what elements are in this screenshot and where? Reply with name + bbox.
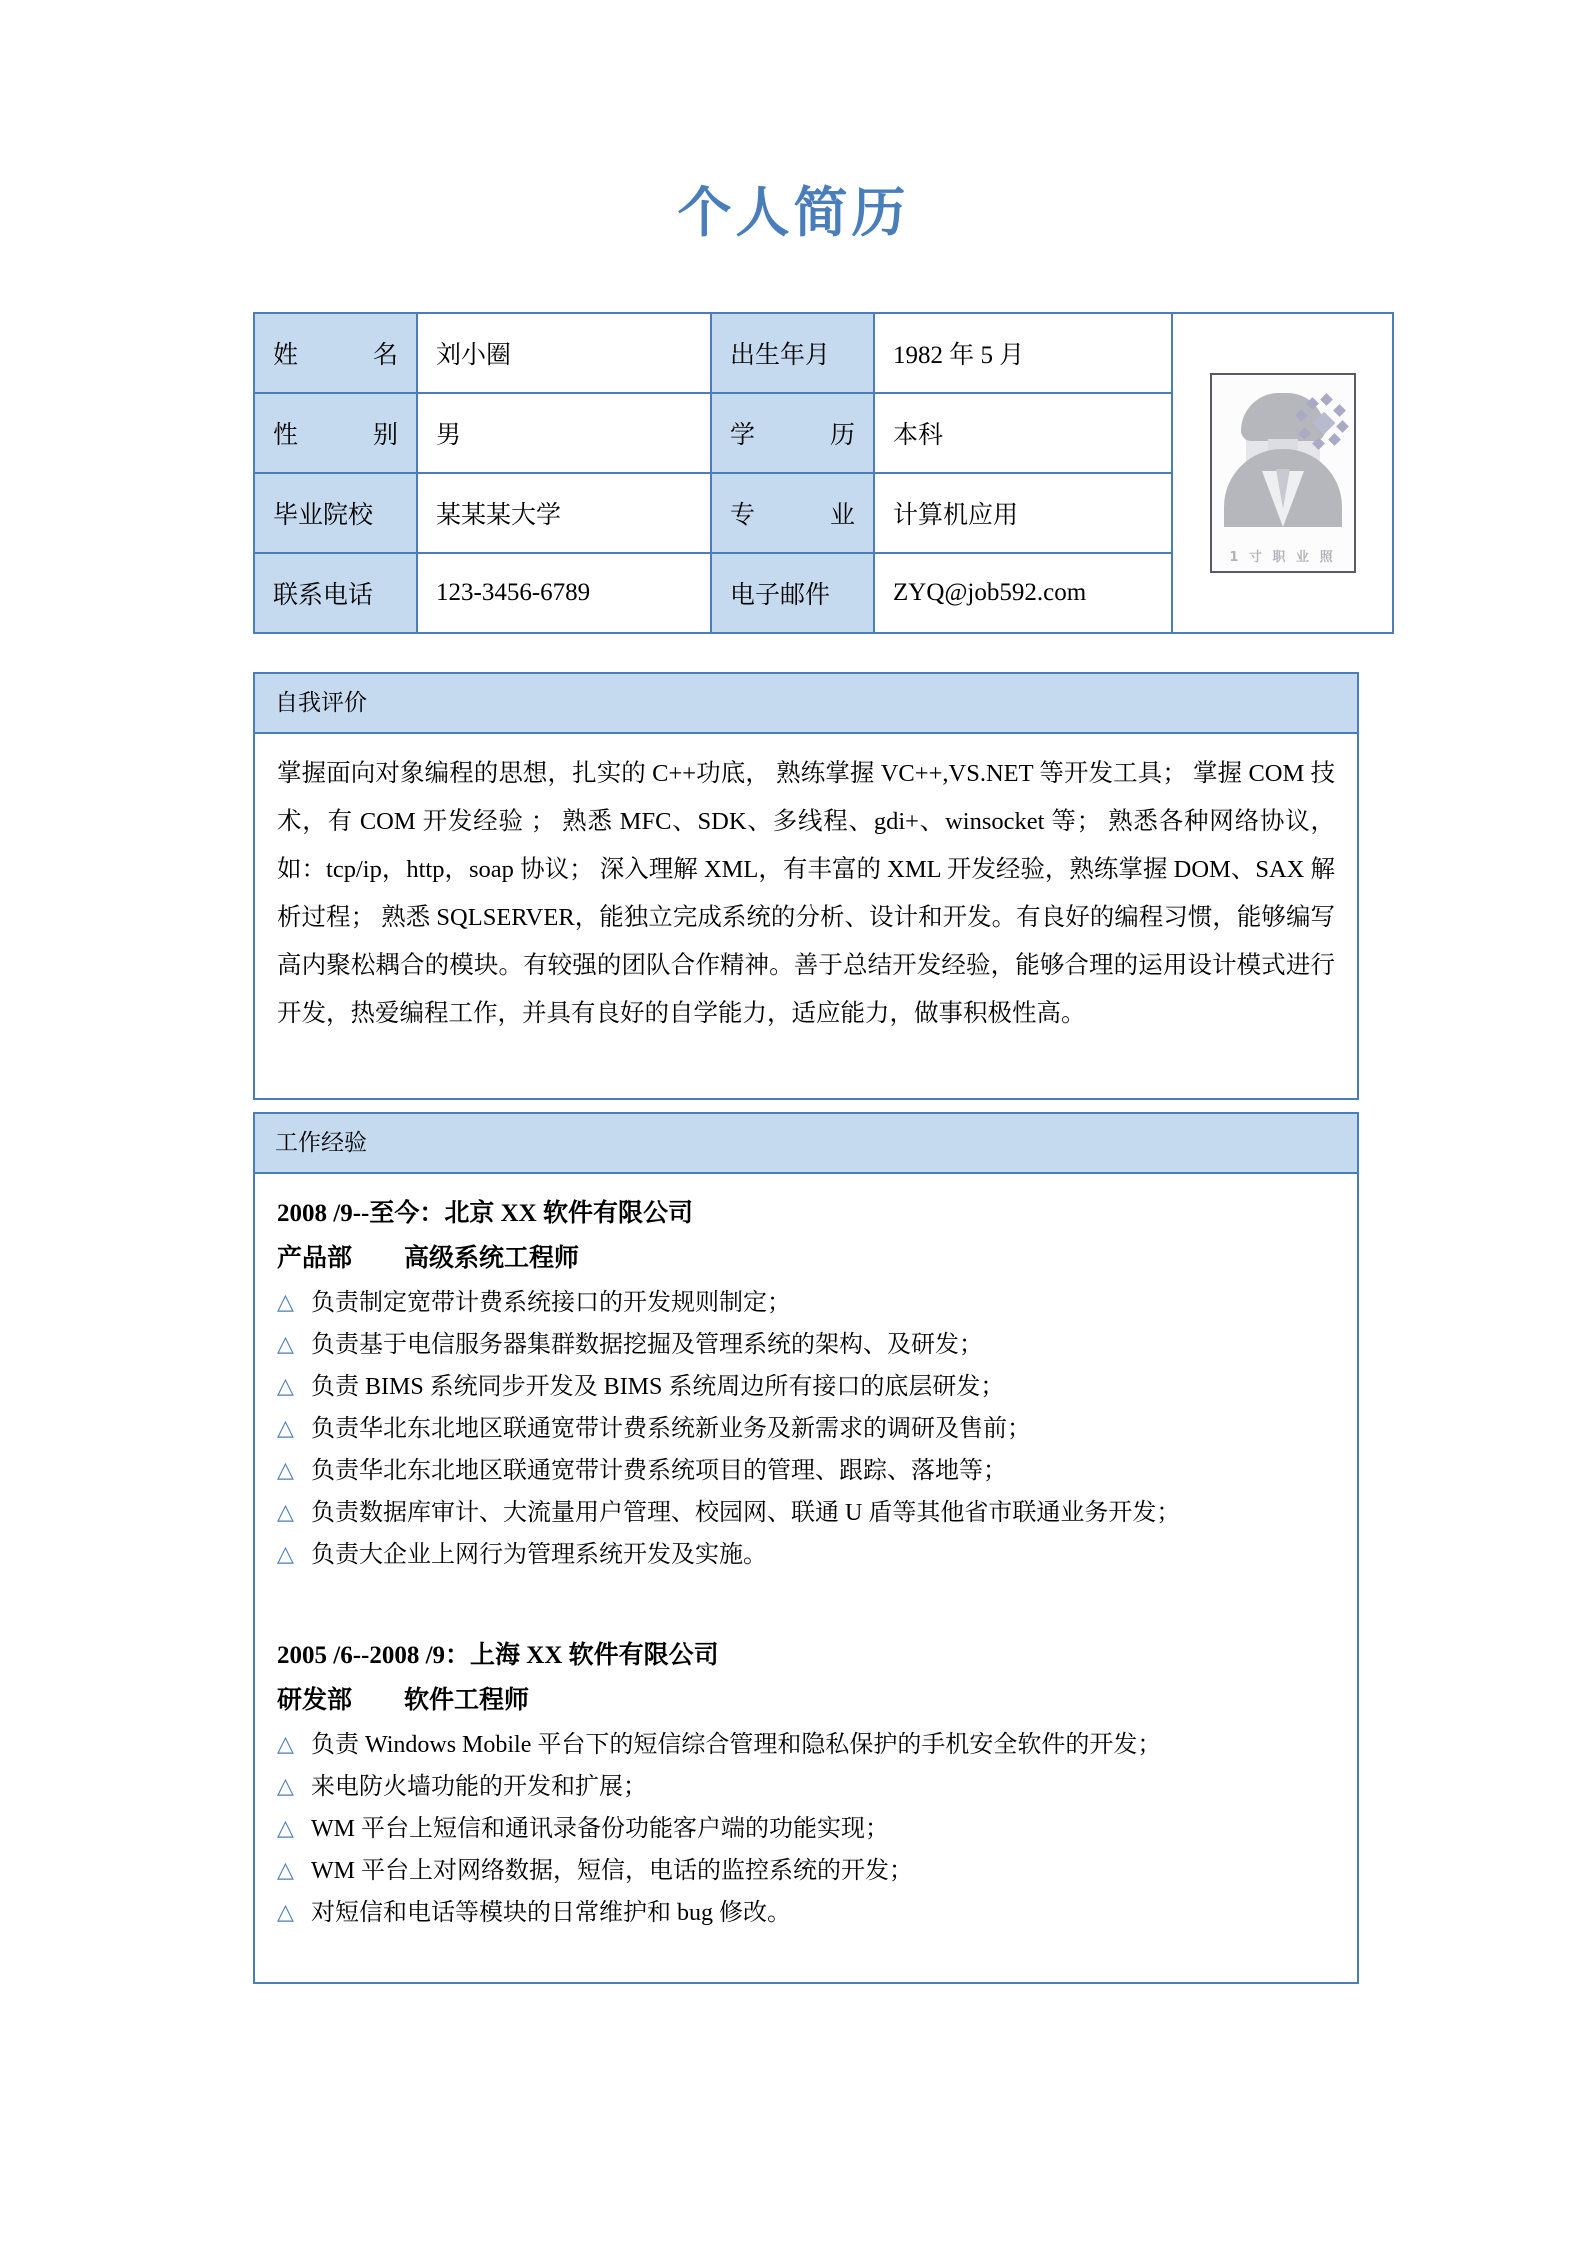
bullet-text: 负责 Windows Mobile 平台下的短信综合管理和隐私保护的手机安全软件的开发； [311,1732,1162,1758]
list-item [277,1450,1335,1492]
label-phone [254,553,417,633]
spacer [277,1038,1335,1080]
label-education [711,393,874,473]
bullet-text: 来电防火墙功能的开发和扩展； [311,1774,647,1800]
label-email [711,553,874,633]
label-major-part2: 业 [829,502,855,529]
list-item [277,1324,1335,1366]
label-education-part1: 学 [730,422,756,449]
value-email: ZYQ@job592.com [874,553,1172,633]
bullet-text: WM 平台上对网络数据，短信，电话的监控系统的开发； [311,1858,913,1884]
avatar-tie-icon [1276,469,1290,509]
label-birth-part1: 出生年月 [730,342,831,369]
list-item [277,1408,1335,1450]
triangle-bullet-icon: △ [277,1290,294,1315]
triangle-bullet-icon: △ [277,1774,294,1799]
label-phone-part1: 联系电话 [273,582,374,609]
label-education-part2: 历 [829,422,855,449]
work-experience-heading: 工作经验 [255,1114,1357,1174]
triangle-bullet-icon: △ [277,1374,294,1399]
job-department: 研发部 [277,1687,353,1714]
triangle-bullet-icon: △ [277,1816,294,1841]
list-item [277,1492,1335,1534]
triangle-bullet-icon: △ [277,1500,294,1525]
value-education: 本科 [874,393,1172,473]
self-evaluation-heading: 自我评价 [255,674,1357,734]
personal-info-table [253,312,1394,634]
label-gender-part2: 别 [372,422,398,449]
triangle-bullet-icon: △ [277,1458,294,1483]
list-item [277,1808,1335,1850]
list-item [277,1892,1335,1934]
job-bullet-list [277,1724,1335,1934]
job-dept-position [277,1678,1335,1724]
label-name [254,313,417,393]
spacer [277,1934,1335,1964]
value-major: 计算机应用 [874,473,1172,553]
self-evaluation-section [253,672,1359,1100]
value-gender: 男 [417,393,711,473]
label-major-part1: 专 [730,502,756,529]
job-period-company: 2008 /9--至今：北京 XX 软件有限公司 [277,1200,693,1227]
triangle-bullet-icon: △ [277,1542,294,1567]
self-evaluation-text: 掌握面向对象编程的思想，扎实的 C++功底， 熟练掌握 VC++,VS.NET 等开发工具； 掌握 COM 技术，有 COM 开发经验 ； 熟悉 MFC、SDK、多线程、gdi+、winsocket 等； 熟悉各种网络协议，如：tcp/ip，http，soap 协议； 深入理解 XML，有丰富的 XML 开发经验，熟练掌握 DOM、SAX 解析过程； 熟悉 SQLSERVER，能独立完成系统的分析、设计和开发。有良好的编程习惯，能够编写高内聚松耦合的模块。有较强的团队合作精神。善于总结开发经验，能够合理的运用设计模式进行开发，热爱编程工作，并具有良好的自学能力，适应能力，做事积极性高。 [277,760,1335,1027]
label-major [711,473,874,553]
triangle-bullet-icon: △ [277,1332,294,1357]
bullet-text: 负责华北东北地区联通宽带计费系统新业务及新需求的调研及售前； [311,1416,1031,1442]
bullet-text: 负责大企业上网行为管理系统开发及实施。 [311,1542,767,1568]
job-dept-position [277,1236,1335,1282]
label-name-part1: 姓 [273,342,299,369]
value-birth: 1982 年 5 月 [874,313,1172,393]
photo-caption: 1 寸 职 业 照 [1229,550,1336,565]
page-title: 个人简历 [677,181,910,244]
bullet-text: WM 平台上短信和通讯录备份功能客户端的功能实现； [311,1816,889,1842]
label-birth [711,313,874,393]
avatar [1210,373,1356,573]
job-bullet-list [277,1282,1335,1576]
bullet-text: 负责数据库审计、大流量用户管理、校园网、联通 U 盾等其他省市联通业务开发； [311,1500,1181,1526]
bullet-text: 对短信和电话等模块的日常维护和 bug 修改。 [311,1900,791,1926]
avatar-decoration-icon [1292,395,1344,447]
work-experience-section [253,1112,1359,1984]
job-entry [277,1192,1335,1576]
label-school-part1: 毕业院校 [273,502,374,529]
job-period-company: 2005 /6--2008 /9：上海 XX 软件有限公司 [277,1642,719,1669]
bullet-text: 负责 BIMS 系统同步开发及 BIMS 系统周边所有接口的底层研发； [311,1374,1005,1400]
triangle-bullet-icon: △ [277,1732,294,1757]
bullet-text: 负责制定宽带计费系统接口的开发规则制定； [311,1290,791,1316]
job-department: 产品部 [277,1245,353,1272]
list-item [277,1534,1335,1576]
list-item [277,1724,1335,1766]
job-position: 软件工程师 [404,1687,530,1714]
label-name-part2: 名 [372,342,398,369]
value-school: 某某某大学 [417,473,711,553]
label-school [254,473,417,553]
table-row [254,313,1393,393]
value-phone: 123-3456-6789 [417,553,711,633]
job-entry [277,1634,1335,1934]
bullet-text: 负责华北东北地区联通宽带计费系统项目的管理、跟踪、落地等； [311,1458,1007,1484]
self-evaluation-body [255,734,1357,1098]
value-name: 刘小圈 [417,313,711,393]
list-item [277,1850,1335,1892]
triangle-bullet-icon: △ [277,1416,294,1441]
work-experience-body [255,1174,1357,1982]
label-gender-part1: 性 [273,422,299,449]
label-email-part1: 电子邮件 [730,582,831,609]
label-gender [254,393,417,473]
triangle-bullet-icon: △ [277,1858,294,1883]
list-item [277,1282,1335,1324]
list-item [277,1366,1335,1408]
list-item [277,1766,1335,1808]
triangle-bullet-icon: △ [277,1900,294,1925]
photo-cell [1172,313,1393,633]
job-position: 高级系统工程师 [404,1245,580,1272]
bullet-text: 负责基于电信服务器集群数据挖掘及管理系统的架构、及研发； [311,1332,983,1358]
